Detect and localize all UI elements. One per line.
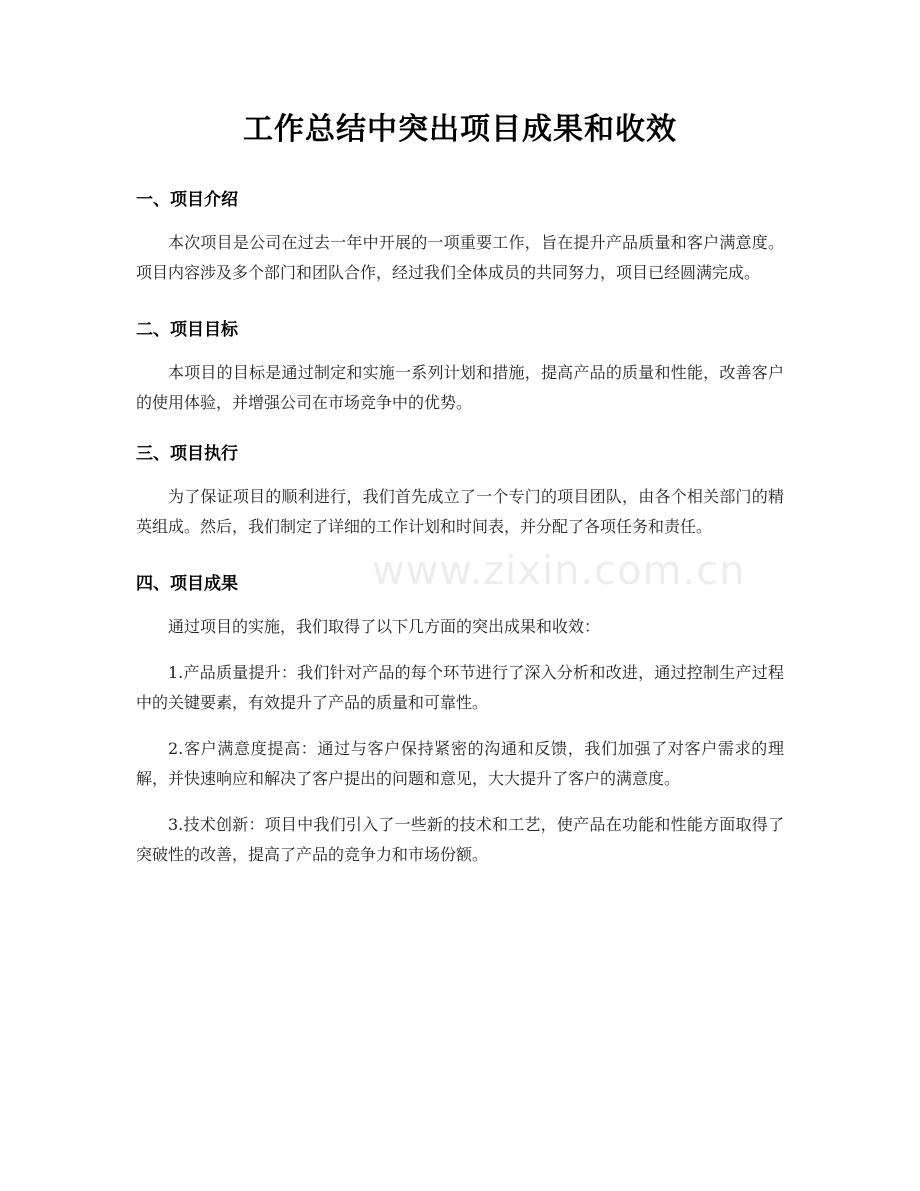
section-introduction xyxy=(136,188,784,288)
paragraph: 本项目的目标是通过制定和实施一系列计划和措施，提高产品的质量和性能，改善客户的使用体验，并增强公司在市场竞争中的优势。 xyxy=(136,363,784,412)
watermark: www.zixin.com.cn xyxy=(372,548,746,594)
section-heading: 一、项目介绍 xyxy=(136,190,238,210)
section-results xyxy=(136,572,784,870)
section-heading: 三、项目执行 xyxy=(136,444,238,464)
paragraph: 本次项目是公司在过去一年中开展的一项重要工作，旨在提升产品质量和客户满意度。项目内容涉及多个部门和团队合作，经过我们全体成员的共同努力，项目已经圆满完成。 xyxy=(136,233,784,282)
section-heading: 四、项目成果 xyxy=(136,574,238,594)
list-item: 2.客户满意度提高：通过与客户保持紧密的沟通和反馈，我们加强了对客户需求的理解，并快速响应和解决了客户提出的问题和意见，大大提升了客户的满意度。 xyxy=(136,739,784,788)
document-title: 工作总结中突出项目成果和收效 xyxy=(243,112,677,147)
paragraph: 为了保证项目的顺利进行，我们首先成立了一个专门的项目团队，由各个相关部门的精英组成。然后，我们制定了详细的工作计划和时间表，并分配了各项任务和责任。 xyxy=(136,487,784,536)
list-item: 3.技术创新：项目中我们引入了一些新的技术和工艺，使产品在功能和性能方面取得了突破性的改善，提高了产品的竞争力和市场份额。 xyxy=(136,815,784,864)
section-execution xyxy=(136,442,784,542)
list-item: 1.产品质量提升：我们针对产品的每个环节进行了深入分析和改进，通过控制生产过程中的关键要素，有效提升了产品的质量和可靠性。 xyxy=(136,663,784,712)
section-goals xyxy=(136,318,784,418)
paragraph: 通过项目的实施，我们取得了以下几方面的突出成果和收效： xyxy=(168,617,601,636)
section-heading: 二、项目目标 xyxy=(136,320,238,340)
